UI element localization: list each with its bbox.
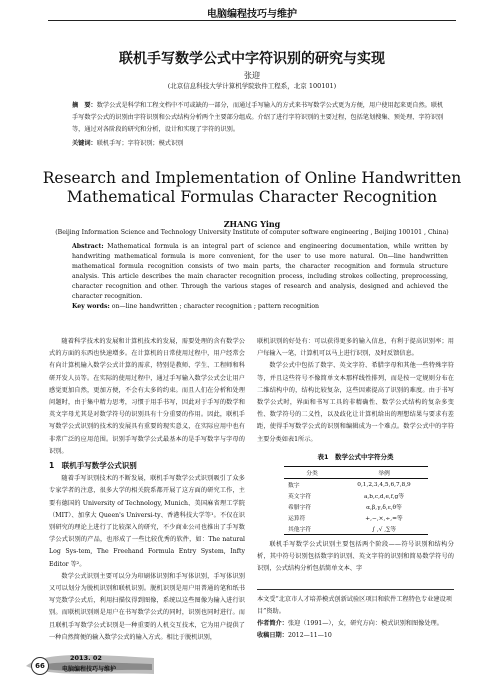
table-header-cell: 分类 [284, 467, 340, 479]
table-header-cell: 举例 [340, 467, 428, 479]
footer-issue: 2013. 02 [70, 654, 102, 662]
table-cell-example: 0,1,2,3,4,5,6,7,8,9 [357, 481, 411, 488]
zh-keywords-text: 联机手写；字符识别；模式识别 [96, 140, 184, 147]
table-row [284, 501, 428, 512]
en-abstract [72, 242, 448, 302]
zh-abstract [72, 100, 444, 136]
zh-author: 张迎 [244, 71, 260, 80]
table-cell-category: 数字 [288, 483, 300, 489]
symbol-table [284, 466, 428, 535]
en-affiliation: (Beijing Information Science and Technology University Institute of computer software engineering , Beijing 100101 , China) [55, 229, 449, 236]
zh-abstract-text: 数学公式是科学和工程文档中不可或缺的一部分，而通过手写输入的方式来书写数学公式更为方便，用户使用起来更自然。联机手写数学公式的识别由字符识别和公式结构分析两个主要部分组成。介绍了进行字符识别的主要过程，包括笔划搜集、预处理、字符识别等，通过对各阶段的研究和分析，设计和实现了字符的识别。 [72, 102, 444, 133]
body-column-right [257, 336, 454, 446]
received-date [257, 630, 454, 642]
received-date-text: 2012—11—10 [287, 632, 332, 639]
received-date-label: 收稿日期： [257, 632, 288, 639]
en-author: ZHANG Ying [223, 219, 281, 229]
footer-journal: 电脑编程技巧与维护 [62, 666, 117, 673]
body-paragraph: 联机识别的好处有：可以获得更多的输入信息，有利于提高识别率；用户每输入一笔，计算机可以马上进行识别，及时反馈信息。 [257, 338, 454, 358]
body-paragraph: 随着科学技术的发展和计算机技术的发展，需要处理的含有数学公式的方面的东西也快速增多。在计算机的日常使用过程中，用户经常会有向计算机输入数学公式计算的需求，特别是教师、学生、工程师和科研开发人员等。在实际的使用过程中，通过手写输入数学公式会让用户感觉更加自然，更加方便，不会有太多的约束。而且人们在分析和处理问题时，由于集中精力思考，习惯于用手书写，因此对于手写的数学和英文字母尤其是对数学符号的识别具有十分重要的作用。因此，联机手写数学公式识别的技术的发展具有重要的现实意义，在实际应用中也有非常广泛的应用范围。识别手写数学公式最基本的是手写数字与字母的识别。 [49, 338, 245, 455]
en-keywords-label: Key words: [72, 303, 110, 310]
table-row [284, 479, 428, 491]
zh-keywords-label: 关键词： [72, 140, 97, 147]
en-keywords-text: on—line handwritten ; character recognition ; pattern recognition [111, 303, 320, 310]
header-rule [48, 20, 456, 21]
body-paragraph: 联机手写数学公式识别主要包括两个阶段——符号识别和结构分析，其中符号识别包括数字的识别、英文字符的识别和简易数学符号的识别，公式结构分析包括简单文本、字 [257, 541, 454, 573]
table-cell-category: 运算符 [288, 516, 306, 522]
body-paragraph: 数学公式识别主要可以分为印刷体识别和手写体识别，手写体识别又可以划分为脱机识别和联机识别。脱机识别是用户用普通的笔和纸书写完数学公式后，利用扫描仪得到图像，系统以这些图像为输入进行识别。而联机识别则是用户在书写数学公式的同时，识别也同时进行。而且联机手写数学公式识别是一种重要的人机交互技术，它为用户提供了一种自然简便的输入数学公式的输入方式。相比于脱机识别， [49, 572, 245, 641]
running-header: 电脑编程技巧与维护 [207, 9, 297, 20]
zh-affiliation: (北京信息科技大学计算机学院软件工程系，北京 100101) [167, 82, 337, 90]
zh-title: 联机手写数学公式中字符识别的研究与实现 [119, 51, 385, 67]
table-row [284, 523, 428, 535]
en-keywords [72, 302, 448, 312]
table-cell-example: +,−,×,÷,=等 [365, 516, 403, 522]
table-cell-category: 英文字符 [288, 494, 312, 500]
table-caption: 表1 数学公式中字符分类 [317, 453, 394, 461]
table-row [284, 490, 428, 501]
en-title: Research and Implementation of Online Handwritten Mathematical Formulas Character Recognition [42, 169, 462, 206]
table-cell-example: a,b,c,d,e,f,g等 [363, 494, 405, 500]
table-row [284, 512, 428, 523]
body-paragraph: 随着手写识别技术的不断发展，联机手写数学公式识别吸引了众多专家学者的注意，很多大学的相关院系都开展了这方面的研究工作，主要有德国的 University of Technology, Munich、美国麻省理工学院（MIT）、加拿大 Queen's Universi-ty、香港科技大学等¹。不仅在识别研究的理论上进行了比较深入的研究，不少商业公司也推出了手写数学公式识别的产品，也形成了一些比较优秀的软件，如：The natural Log Sys-tem, The Freehand Formula Entry System, Infty Editor 等²。 [49, 475, 245, 568]
table-cell-category: 希腊字符 [288, 505, 312, 511]
body-column-right-continued [257, 539, 454, 576]
table-cell-example: α,β,γ,δ,ε,θ等 [366, 505, 402, 511]
body-paragraph: 数学公式中包括了数字、英文字符、希腊字母和其他一些特殊字符等，并且这些符号不像简单文本那样线性排列，而是按一定规则分布在二维结构中的，结构比较复杂，这些因素提高了识别的难度。由于书写数学公式时，界面和书写工具的非精确性、数学公式结构的复杂多变性、数学符号的二义性，以及歧化让计算机给出的理想结果与要求有差距，使得手写数学公式的识别和编辑成为一个难点。数学公式中的字符主要分类如表1所示。 [257, 362, 454, 443]
body-column-left [49, 336, 245, 644]
table-cell-category: 其他字符 [284, 523, 340, 535]
zh-keywords [72, 139, 444, 149]
en-abstract-text: Mathematical formula is an integral part of science and engineering documentation, while written by handwriting mathematical formula is more convenient, for the user to use more natural. On—line handwritten mathematical formula recognition consists of two main parts, the character recognition and formula structure analysis. This article describes the main character recognition process, including strokes collecting, preprocessing, character recognition and other. Through the various stages of research and analysis, designed and achieved the character recognition. [72, 243, 448, 300]
author-bio [257, 618, 454, 630]
footnote-rule [257, 589, 454, 590]
author-bio-text: 张迎（1991—），女，研究方向：模式识别和图像处理。 [287, 620, 443, 627]
author-bio-label: 作者简介： [257, 620, 288, 627]
funding-note: 本文受“北京市人才培养模式创新试验区项目和软件工程特色专业建设项目”资助。 [257, 596, 452, 615]
table-header-row [284, 467, 428, 479]
zh-abstract-label: 摘 要： [72, 102, 97, 109]
table-cell-example: ∫ ,√ ,∑等 [340, 523, 428, 535]
en-abstract-label: Abstract: [72, 243, 104, 250]
section-heading: 1 联机手写数学公式识别 [49, 461, 137, 471]
footnote-block [257, 594, 454, 642]
page-number: 66 [31, 657, 49, 675]
